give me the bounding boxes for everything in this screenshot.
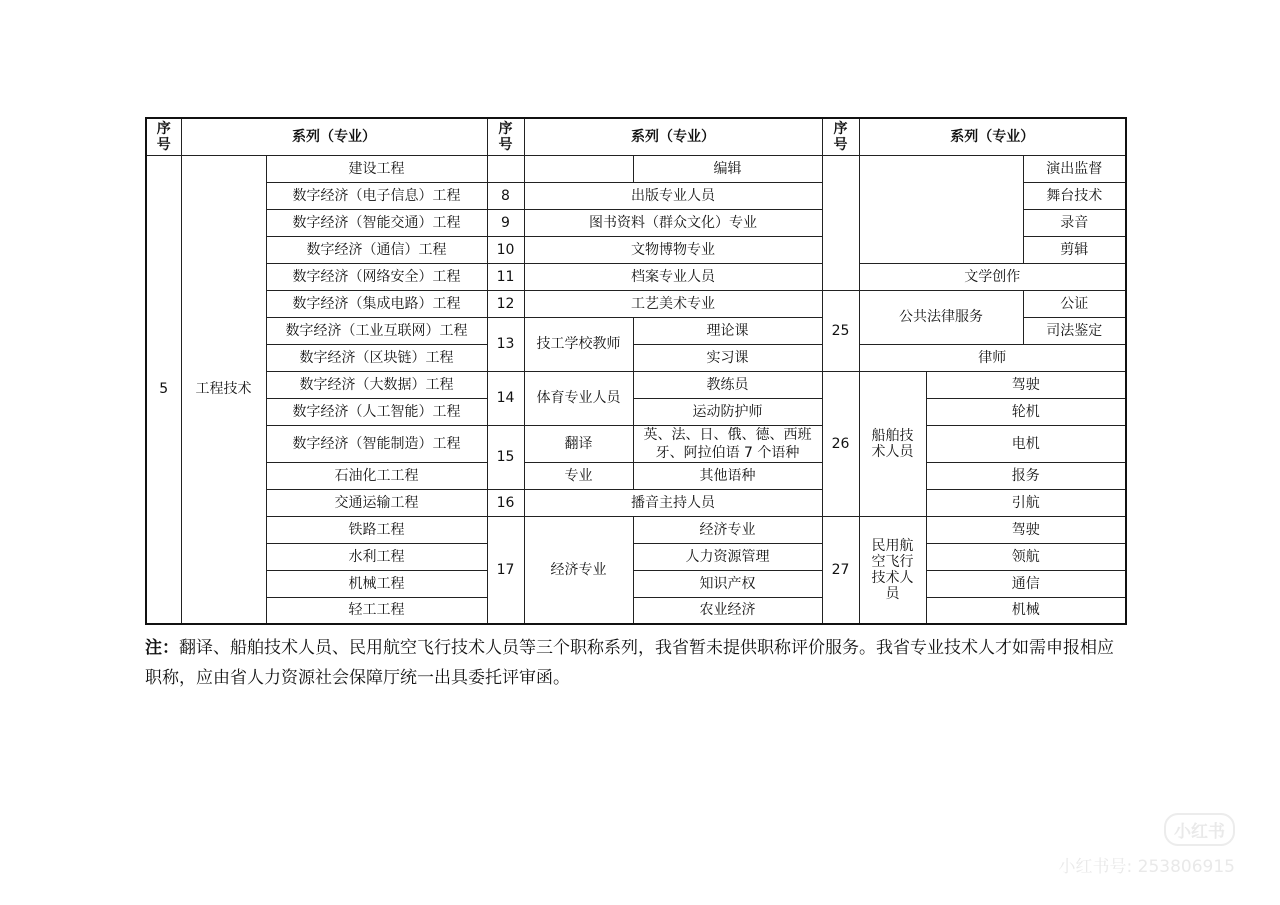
watermark-id: 小红书号: 253806915 <box>1058 857 1235 877</box>
header-series-1: 系列（专业） <box>181 118 487 155</box>
seq-13: 13 <box>487 317 524 371</box>
table-row <box>146 570 1126 597</box>
header-seq-3: 序 号 <box>822 118 859 155</box>
specialty-item: 人力资源管理 <box>633 543 822 570</box>
seq-8: 8 <box>487 182 524 209</box>
footnote-text: 翻译、船舶技术人员、民用航空飞行技术人员等三个职称系列，我省暂未提供职称评价服务。我省专业技术人才如需申报相应职称，应由省人力资源社会保障厅统一出具委托评审函。 <box>145 638 1114 688</box>
specialty-item: 铁路工程 <box>266 516 487 543</box>
specialty-item: 机械 <box>926 597 1126 624</box>
header-series-3: 系列（专业） <box>859 118 1126 155</box>
seq-12: 12 <box>487 290 524 317</box>
series-item: 出版专业人员 <box>524 182 822 209</box>
specialty-item: 理论课 <box>633 317 822 344</box>
specialty-item: 知识产权 <box>633 570 822 597</box>
seq-17: 17 <box>487 516 524 624</box>
series-item-text: 民用航空飞行技术人员 <box>871 537 914 602</box>
title-series-table <box>145 117 1127 625</box>
specialty-item: 电机 <box>926 425 1126 462</box>
specialty-item: 运动防护师 <box>633 398 822 425</box>
specialty-text: 英、法、日、俄、德、西班牙、阿拉伯语 7 个语种 <box>643 426 812 461</box>
header-seq-2: 序 号 <box>487 118 524 155</box>
specialty-item: 数字经济（网络安全）工程 <box>266 263 487 290</box>
specialty-item: 农业经济 <box>633 597 822 624</box>
specialty-item: 数字经济（智能制造）工程 <box>266 425 487 462</box>
series-item: 播音主持人员 <box>524 489 822 516</box>
watermark <box>1059 813 1235 877</box>
specialty-item: 驾驶 <box>926 516 1126 543</box>
header-series-2: 系列（专业） <box>524 118 822 155</box>
specialty-item: 数字经济（大数据）工程 <box>266 371 487 398</box>
seq-11: 11 <box>487 263 524 290</box>
table-row <box>146 597 1126 624</box>
table-row <box>146 425 1126 462</box>
seq-16: 16 <box>487 489 524 516</box>
publish-blank-cell <box>524 155 633 182</box>
specialty-item: 通信 <box>926 570 1126 597</box>
series-item <box>859 371 926 516</box>
specialty-item: 数字经济（电子信息）工程 <box>266 182 487 209</box>
seq-25: 25 <box>822 290 859 371</box>
watermark-logo: 小红书 <box>1164 813 1235 846</box>
series-item: 翻译 <box>524 425 633 462</box>
seq-5: 5 <box>146 155 181 624</box>
series-item: 专业 <box>524 462 633 489</box>
specialty-item: 律师 <box>859 344 1126 371</box>
specialty-item: 司法鉴定 <box>1023 317 1126 344</box>
footnote-label: 注： <box>145 638 179 658</box>
seq-14: 14 <box>487 371 524 425</box>
specialty-item: 领航 <box>926 543 1126 570</box>
table-row <box>146 263 1126 290</box>
series-item: 档案专业人员 <box>524 263 822 290</box>
table-row <box>146 516 1126 543</box>
series-item-text: 船舶技术人员 <box>871 427 914 460</box>
specialty-item: 数字经济（人工智能）工程 <box>266 398 487 425</box>
seq-empty <box>487 155 524 182</box>
table-row <box>146 155 1126 182</box>
table-row <box>146 462 1126 489</box>
seq-9: 9 <box>487 209 524 236</box>
specialty-item: 其他语种 <box>633 462 822 489</box>
specialty-item: 水利工程 <box>266 543 487 570</box>
specialty-item: 石油化工工程 <box>266 462 487 489</box>
specialty-item: 数字经济（智能交通）工程 <box>266 209 487 236</box>
specialty-item: 编辑 <box>633 155 822 182</box>
seq-27: 27 <box>822 516 859 624</box>
specialty-item: 数字经济（通信）工程 <box>266 236 487 263</box>
specialty-item: 建设工程 <box>266 155 487 182</box>
specialty-item: 教练员 <box>633 371 822 398</box>
specialty-item: 剪辑 <box>1023 236 1126 263</box>
series-item: 体育专业人员 <box>524 371 633 425</box>
table-header-row <box>146 118 1126 155</box>
specialty-item: 引航 <box>926 489 1126 516</box>
specialty-item: 轮机 <box>926 398 1126 425</box>
header-seq-1: 序 号 <box>146 118 181 155</box>
series-item: 经济专业 <box>524 516 633 624</box>
specialty-item: 文学创作 <box>859 263 1126 290</box>
seq-empty <box>822 155 859 290</box>
specialty-item: 驾驶 <box>926 371 1126 398</box>
seq-15: 15 <box>487 425 524 489</box>
specialty-item: 演出监督 <box>1023 155 1126 182</box>
table-row <box>146 489 1126 516</box>
table-row <box>146 543 1126 570</box>
specialty-item: 经济专业 <box>633 516 822 543</box>
series-item: 图书资料（群众文化）专业 <box>524 209 822 236</box>
series-item: 工艺美术专业 <box>524 290 822 317</box>
specialty-item: 机械工程 <box>266 570 487 597</box>
series-item: 技工学校教师 <box>524 317 633 371</box>
specialty-item: 轻工工程 <box>266 597 487 624</box>
table-row <box>146 398 1126 425</box>
table-row <box>146 344 1126 371</box>
specialty-item: 交通运输工程 <box>266 489 487 516</box>
series-item <box>859 516 926 624</box>
specialty-item: 数字经济（工业互联网）工程 <box>266 317 487 344</box>
specialty-item: 实习课 <box>633 344 822 371</box>
seq-26: 26 <box>822 371 859 516</box>
art-series-cell <box>859 155 1023 263</box>
seq-10: 10 <box>487 236 524 263</box>
specialty-item: 数字经济（区块链）工程 <box>266 344 487 371</box>
footnote <box>145 633 1127 693</box>
specialty-item: 数字经济（集成电路）工程 <box>266 290 487 317</box>
specialty-item <box>633 425 822 462</box>
series-engineering: 工程技术 <box>181 155 266 624</box>
specialty-item: 公证 <box>1023 290 1126 317</box>
table-row <box>146 290 1126 317</box>
specialty-item: 报务 <box>926 462 1126 489</box>
specialty-item: 舞台技术 <box>1023 182 1126 209</box>
series-item: 公共法律服务 <box>859 290 1023 344</box>
table-row <box>146 371 1126 398</box>
series-item: 文物博物专业 <box>524 236 822 263</box>
specialty-item: 录音 <box>1023 209 1126 236</box>
